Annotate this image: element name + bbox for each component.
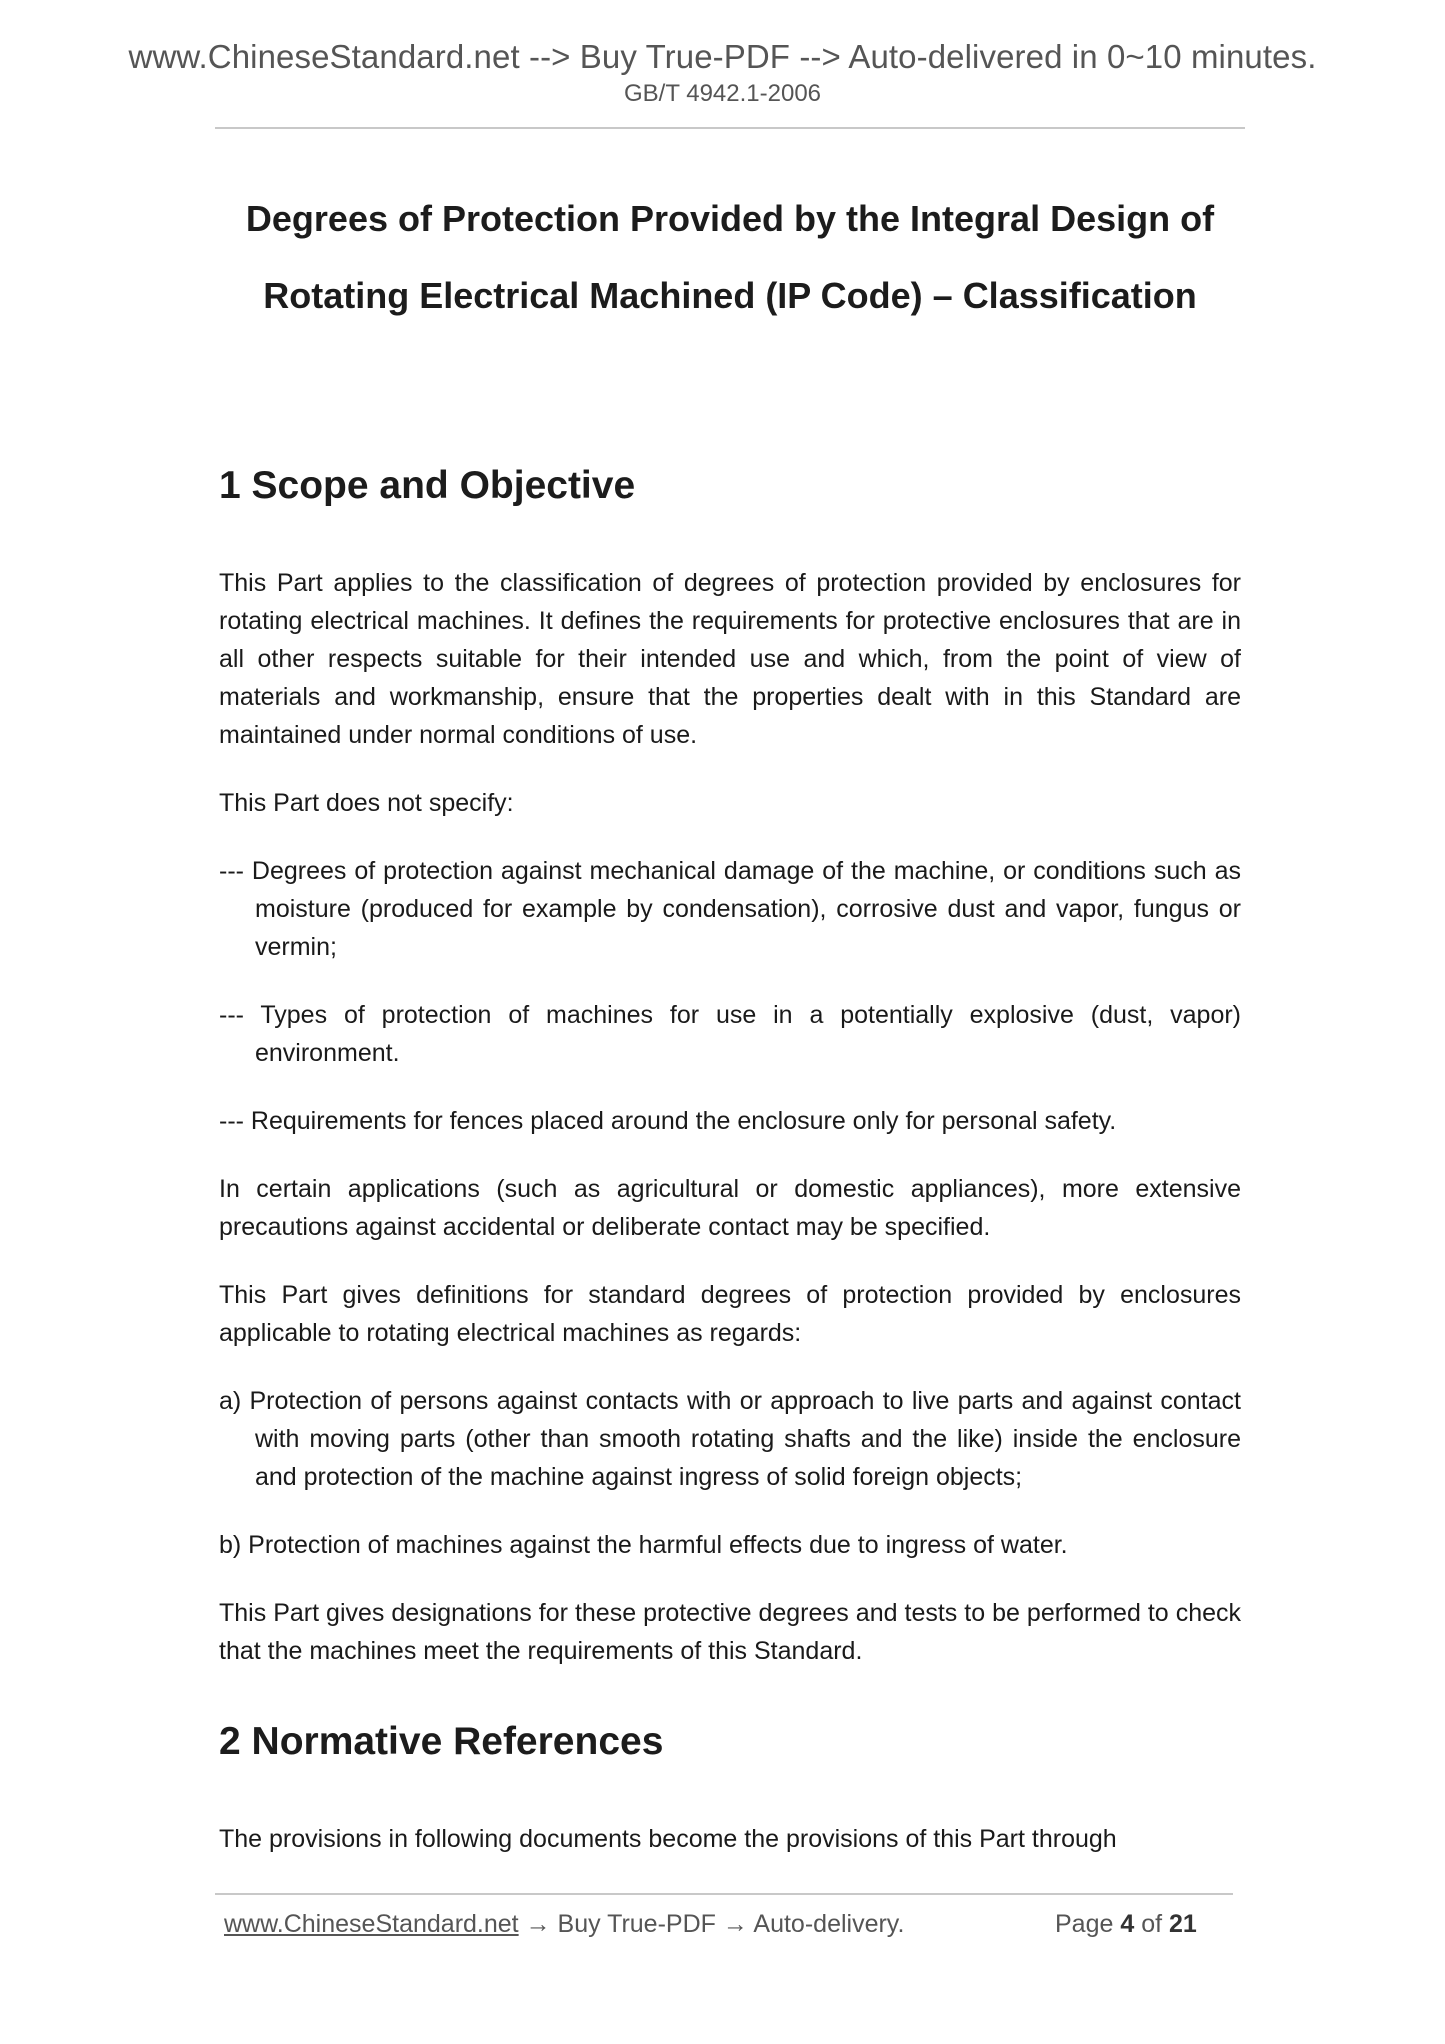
document-title [215, 180, 1245, 334]
exclusion-item: --- Types of protection of machines for use in a potentially explosive (dust, vapor) environment. [219, 1001, 1241, 1067]
section-1-paragraph: This Part gives definitions for standard degrees of protection provided by enclosures applicable to rotating electrical machines as regards: [219, 1281, 1241, 1347]
page-current: 4 [1120, 1910, 1135, 1938]
section-2-paragraph: The provisions in following documents become the provisions of this Part through [219, 1825, 1117, 1853]
page-number [1055, 1910, 1197, 1939]
page-total: 21 [1169, 1910, 1197, 1938]
title-line-2: Rotating Electrical Machined (IP Code) – Classification [263, 275, 1197, 316]
section-1-heading: 1 Scope and Objective [219, 464, 636, 507]
page-label: Page [1055, 1910, 1114, 1938]
footer-link[interactable]: www.ChineseStandard.net [224, 1910, 519, 1938]
section-1-paragraph: This Part applies to the classification of degrees of protection provided by enclosures for rotating electrical machines. It defines the requirements for protective enclosures that are in all other respects suitable for their intended use and which, from the point of view of materials and workmanship, ensure that the properties dealt with in this Standard are maintained under normal conditions of use. [219, 569, 1241, 749]
title-line-1: Degrees of Protection Provided by the Integral Design of [245, 198, 1215, 239]
list-item: b) Protection of machines against the harmful effects due to ingress of water. [219, 1531, 1068, 1559]
section-1-paragraph: This Part does not specify: [219, 789, 514, 817]
header-divider [215, 127, 1245, 129]
footer-text: → Buy True-PDF → Auto-delivery. [525, 1910, 905, 1938]
page-content [219, 458, 1241, 1858]
footer [224, 1910, 904, 1939]
exclusion-item: --- Requirements for fences placed around the enclosure only for personal safety. [219, 1107, 1117, 1135]
list-item: a) Protection of persons against contacts with or approach to live parts and against contact with moving parts (other than smooth rotating shafts and the like) inside the enclosure and protection of the machine against ingress of solid foreign objects; [219, 1387, 1241, 1491]
footer-divider [215, 1893, 1233, 1895]
section-1-paragraph: This Part gives designations for these protective degrees and tests to be performed to check that the machines meet the requirements of this Standard. [219, 1599, 1241, 1665]
section-1-paragraph: In certain applications (such as agricultural or domestic appliances), more extensive precautions against accidental or deliberate contact may be specified. [219, 1175, 1241, 1241]
standard-number: GB/T 4942.1-2006 [623, 80, 822, 107]
section-2-heading: 2 Normative References [219, 1720, 664, 1763]
exclusion-item: --- Degrees of protection against mechanical damage of the machine, or conditions such as moisture (produced for example by condensation), corrosive dust and vapor, fungus or vermin; [219, 857, 1241, 961]
page-of-label: of [1141, 1910, 1163, 1938]
header-banner: www.ChineseStandard.net --> Buy True-PDF --> Auto-delivered in 0~10 minutes. [128, 38, 1317, 75]
